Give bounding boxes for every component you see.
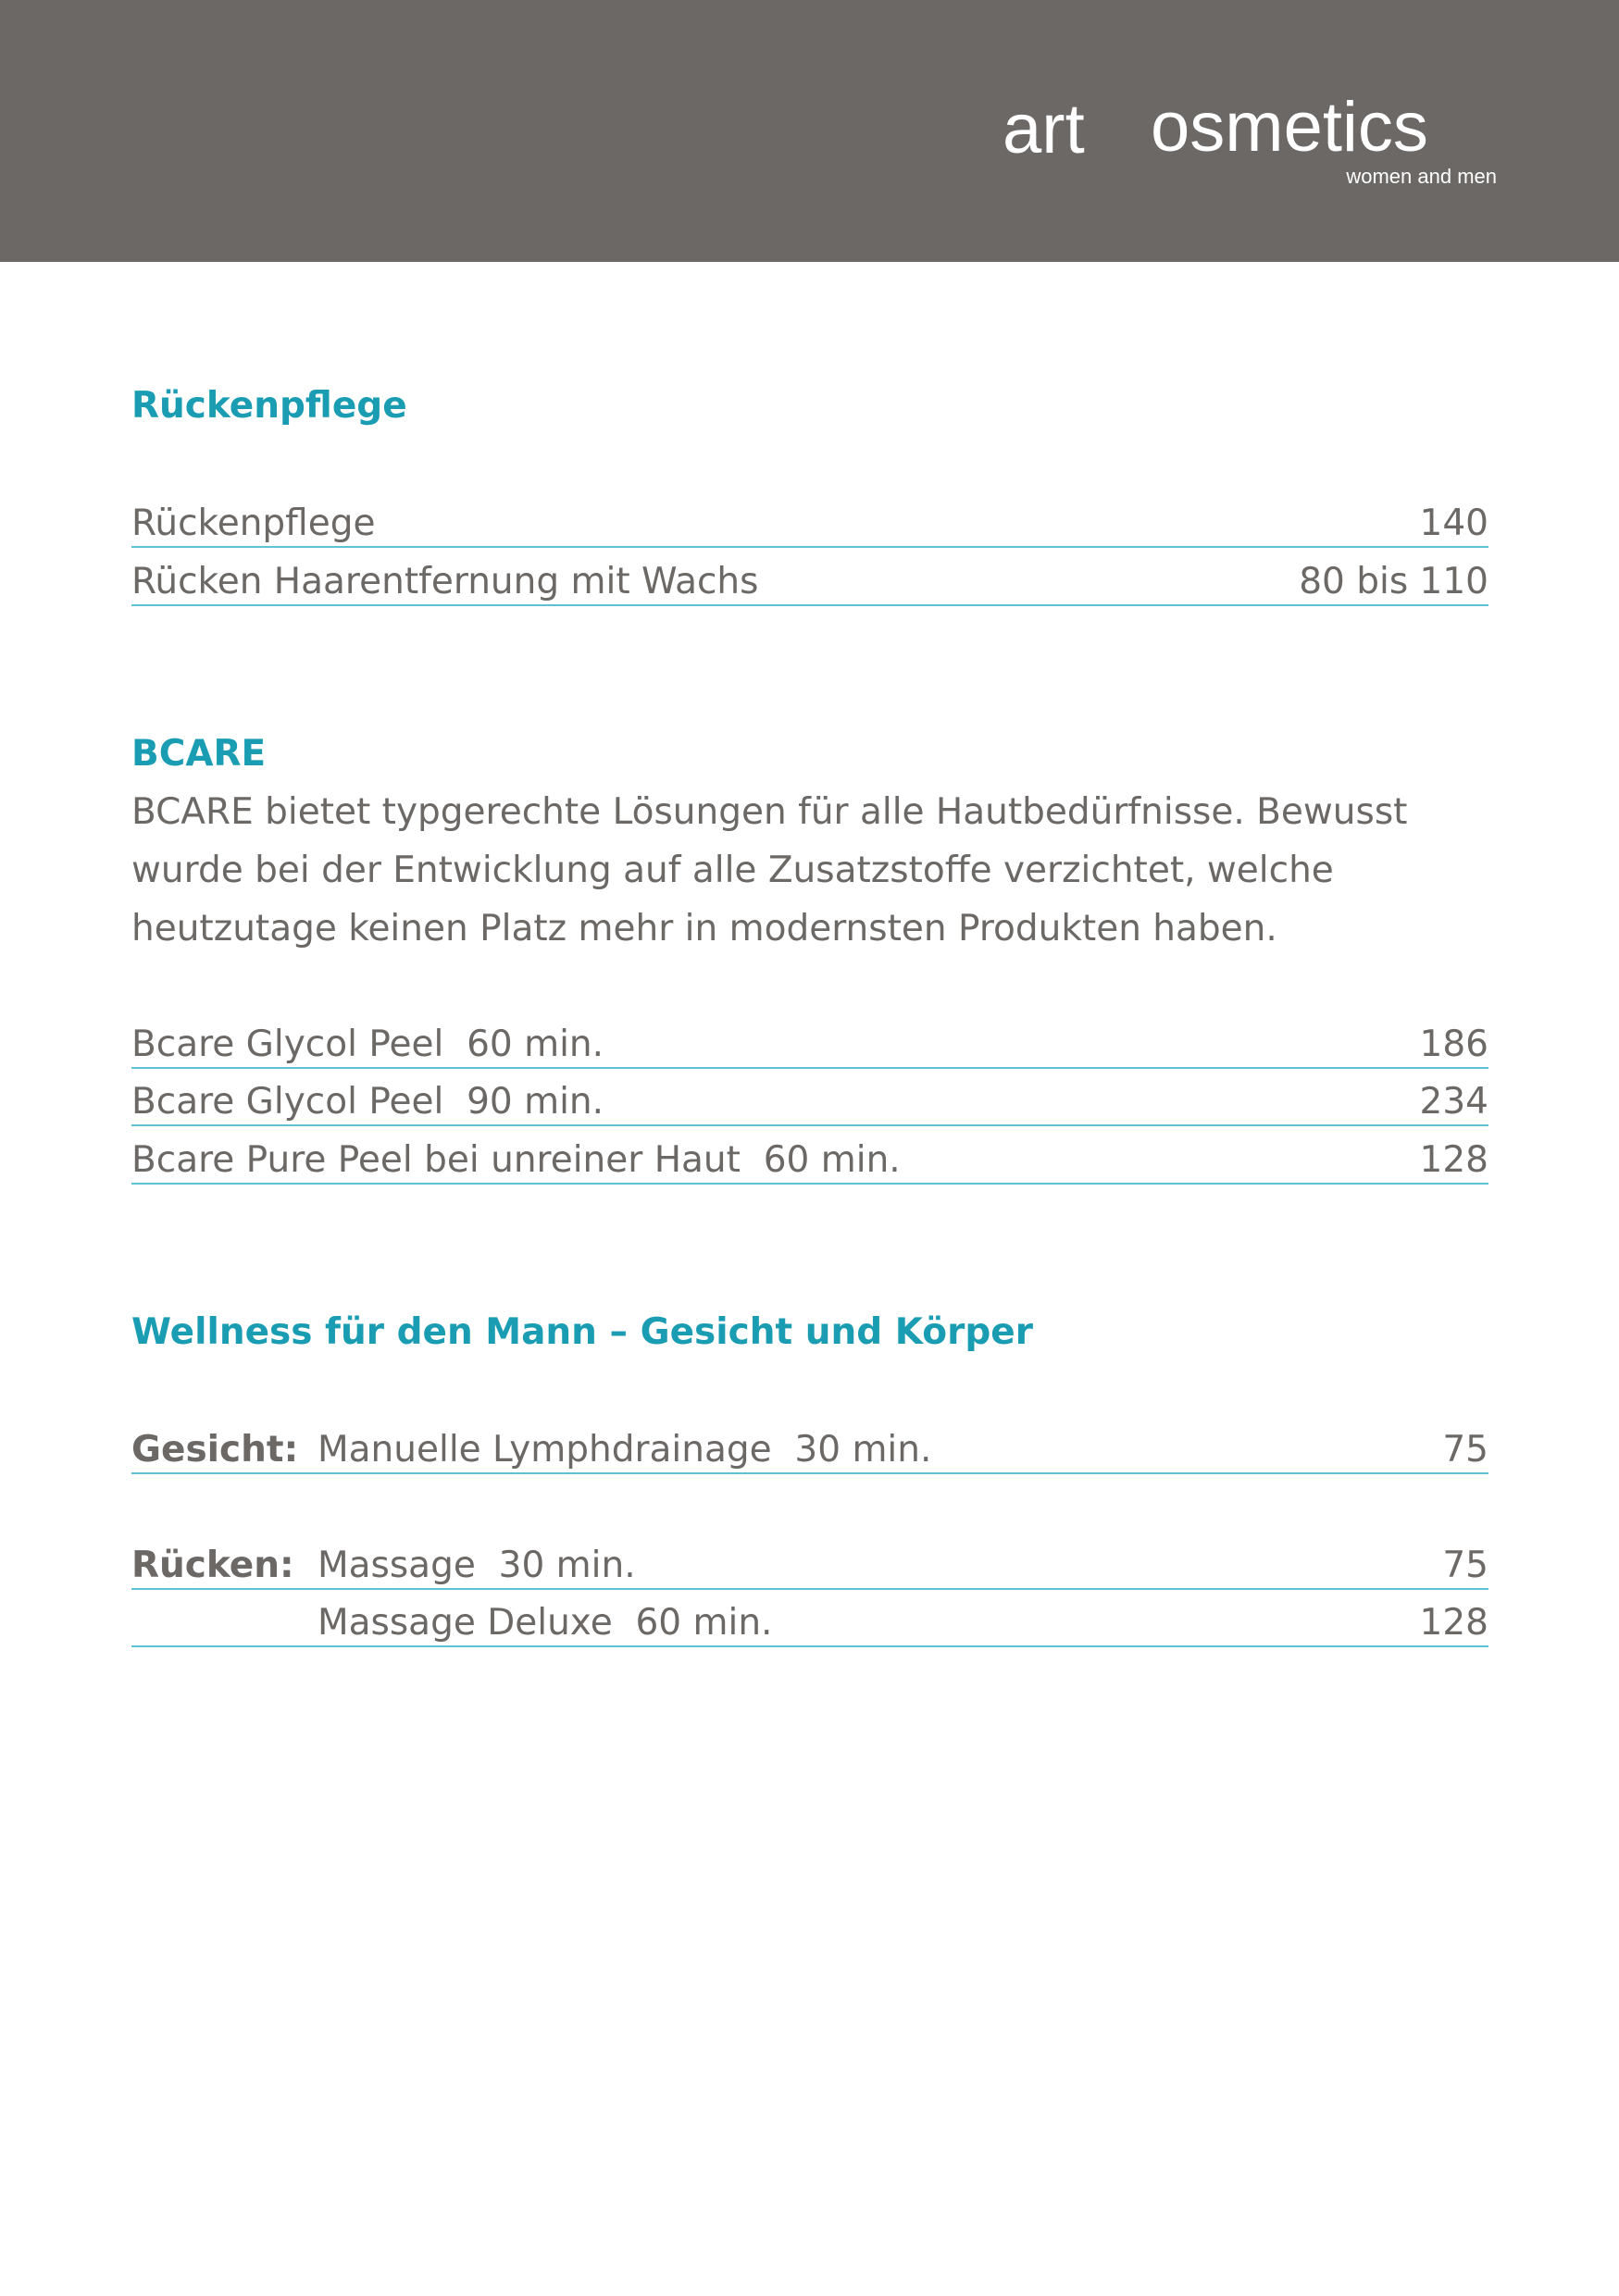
item-price: 80 bis 110: [1299, 561, 1488, 602]
item-price: 186: [1419, 1024, 1488, 1065]
item-label: Bcare Glycol Peel 60 min.: [131, 1024, 604, 1065]
bcare-description: [131, 783, 1407, 958]
item-price: 75: [1442, 1429, 1488, 1471]
price-row: [131, 1533, 1488, 1590]
section-title-wellness: Wellness für den Mann – Gesicht und Körper: [131, 1311, 1033, 1353]
price-row: [131, 1590, 1488, 1647]
logo-text-art: art: [1003, 90, 1085, 168]
description-line: BCARE bietet typgerechte Lösungen für alle Hautbedürfnisse. Bewusst: [131, 791, 1408, 833]
price-row: [131, 1011, 1488, 1069]
item-label: Massage 30 min.: [318, 1545, 636, 1586]
logo-tagline: women and men: [1346, 165, 1497, 188]
price-row: [131, 1069, 1488, 1126]
item-price: 128: [1419, 1602, 1488, 1644]
item-price: 140: [1419, 503, 1488, 544]
logo-text-osmetics: osmetics: [1151, 88, 1428, 167]
artcosmetics-logo: [1000, 56, 1500, 213]
item-label: Bcare Pure Peel bei unreiner Haut 60 min.: [131, 1139, 901, 1181]
item-label: Manuelle Lymphdrainage 30 min.: [318, 1429, 932, 1471]
group-label-gesicht: Gesicht:: [131, 1429, 299, 1471]
description-line: wurde bei der Entwicklung auf alle Zusatzstoffe verzichtet, welche: [131, 850, 1334, 891]
price-row: [131, 1417, 1488, 1474]
item-label: Rücken Haarentfernung mit Wachs: [131, 561, 759, 602]
item-label: Bcare Glycol Peel 90 min.: [131, 1081, 604, 1123]
price-row: [131, 549, 1488, 606]
group-label-ruecken: Rücken:: [131, 1545, 294, 1586]
item-label: Massage Deluxe 60 min.: [318, 1602, 773, 1644]
price-row: [131, 490, 1488, 548]
header-bar: [0, 0, 1619, 262]
price-row: [131, 1127, 1488, 1185]
item-label: Rückenpflege: [131, 503, 376, 544]
item-price: 75: [1442, 1545, 1488, 1586]
item-price: 234: [1419, 1081, 1488, 1123]
section-title-bcare: BCARE: [131, 733, 267, 775]
description-line: heutzutage keinen Platz mehr in modernsten Produkten haben.: [131, 908, 1277, 949]
section-title-rueckenpflege: Rückenpflege: [131, 385, 407, 427]
item-price: 128: [1419, 1139, 1488, 1181]
